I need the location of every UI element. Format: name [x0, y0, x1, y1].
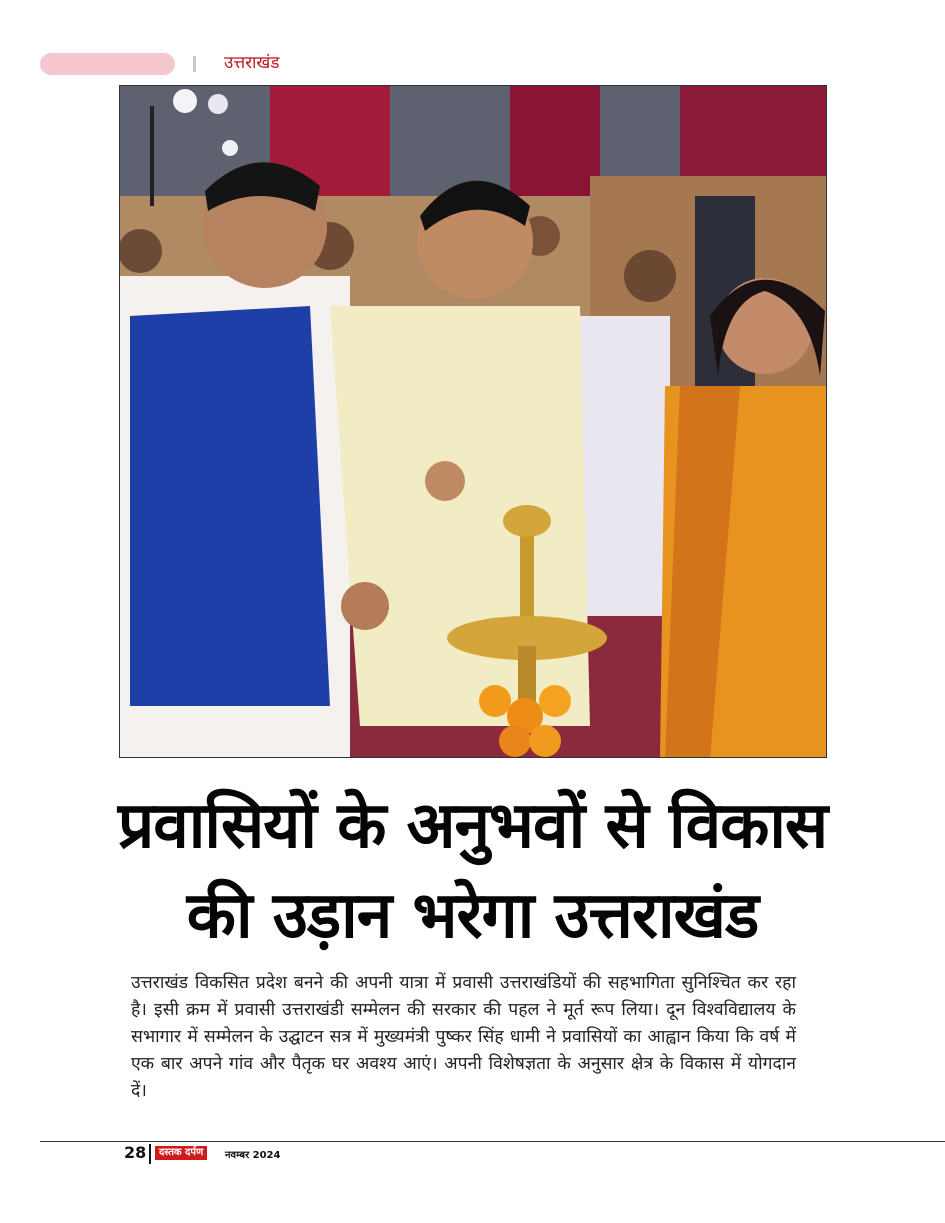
masthead-logo: दस्तक दर्पण: [155, 1146, 207, 1160]
section-pill: [40, 53, 175, 75]
article-body: उत्तराखंड विकसित प्रदेश बनने की अपनी यात्रा में प्रवासी उत्तराखंडियों की सहभागिता सुनिश्चित कर रहा है। इसी क्रम में प्रवासी उत्तराखंडी सम्मेलन की सरकार की पहल ने मूर्त रूप लिया। दून विश्वविद्यालय के सभागार में सम्मेलन के उद्घाटन सत्र में मुख्यमंत्री पुष्कर सिंह धामी ने प्रवासियों का आह्वान किया कि वर्ष में एक बार अपने गांव और पैतृक घर अवश्य आएं। अपनी विशेषज्ञता के अनुसार क्षेत्र के विकास में योगदान दें।: [131, 973, 796, 1101]
lamp-lighting-photo: [120, 86, 827, 758]
section-label: उत्तराखंड: [224, 53, 280, 73]
issue-date: नवम्बर 2024: [225, 1150, 281, 1161]
page-number: 28: [124, 1143, 147, 1162]
footer-rule: [40, 1141, 945, 1142]
event-photo: [119, 85, 827, 758]
headline-line-1: प्रवासियों के अनुभवों से विकास: [117, 789, 828, 863]
footer-divider: [149, 1144, 151, 1164]
section-divider: [193, 56, 196, 72]
headline-line-2: की उड़ान भरेगा उत्तराखंड: [186, 879, 759, 953]
